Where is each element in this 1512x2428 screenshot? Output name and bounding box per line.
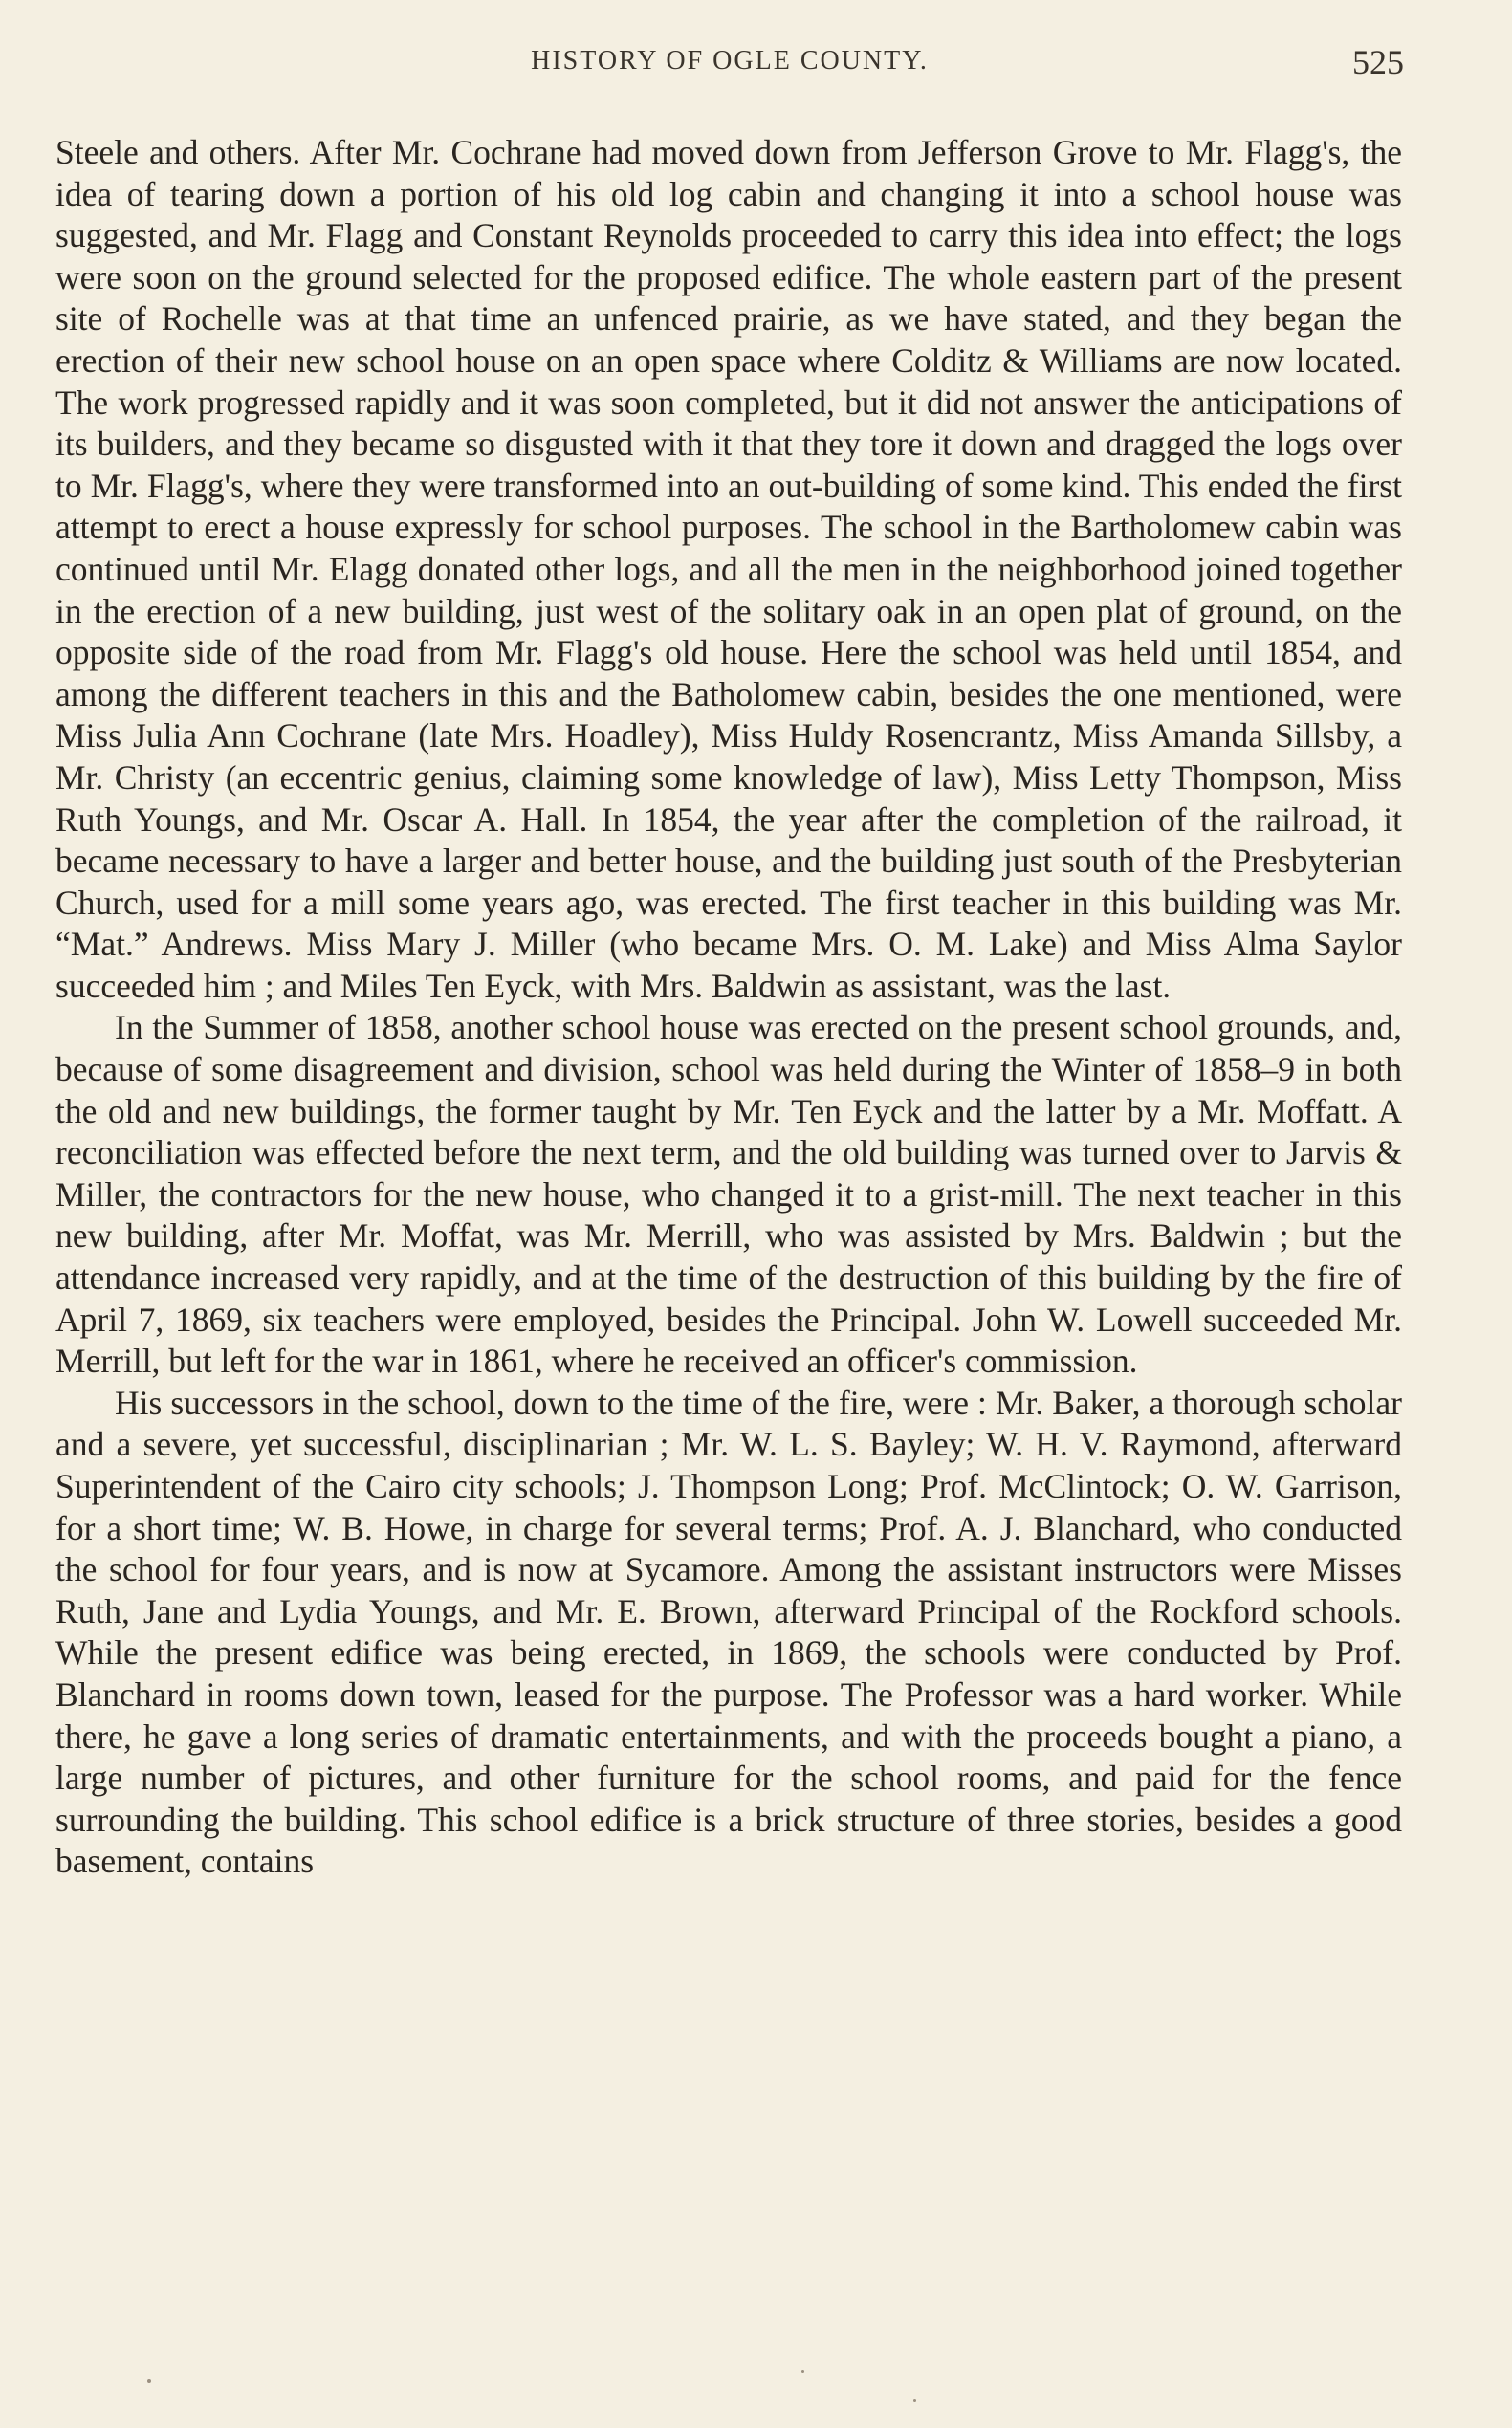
paragraph: His successors in the school, down to the time of the fire, were : Mr. Baker, a thorough scholar and a severe, yet successful, disciplinarian ; Mr. W. L. S. Bayley; W. H. V. Raymond, afterward Superintendent of the Cairo city schools; J. Thompson Long; Prof. McClintock; O. W. Garrison, for a short time; W. B. Howe, in charge for several terms; Prof. A. J. Blanchard, who conducted the school for four years, and is now at Sycamore. Among the assistant instructors were Misses Ruth, Jane and Lydia Youngs, and Mr. E. Brown, afterward Principal of the Rockford schools. While the present edifice was being erected, in 1869, the schools were conducted by Prof. Blanchard in rooms down town, leased for the purpose. The Professor was a hard worker. While there, he gave a long series of dramatic entertainments, and with the proceeds bought a piano, a large number of pictures, and other furniture for the school rooms, and paid for the fence surrounding the building. This school edifice is a brick structure of three stories, besides a good basement, contains (55, 1383, 1402, 1881)
body-text (55, 132, 1402, 1883)
paper-speck (913, 2399, 916, 2402)
page-number: 525 (1352, 43, 1404, 81)
paragraph: In the Summer of 1858, another school house was erected on the present school grounds, and, because of some disagreement and division, school was held during the Winter of 1858–9 in both the old and new buildings, the former taught by Mr. Ten Eyck and the latter by a Mr. Moffatt. A reconciliation was effected before the next term, and the old building was turned over to Jarvis & Miller, the contractors for the new house, who changed it to a grist-mill. The next teacher in this new building, after Mr. Moffat, was Mr. Merrill, who was assisted by Mrs. Baldwin ; but the attendance increased very rapidly, and at the time of the destruction of this building by the fire of April 7, 1869, six teachers were employed, besides the Principal. John W. Lowell succeeded Mr. Merrill, but left for the war in 1861, where he received an officer's commission. (55, 1008, 1402, 1381)
running-title: HISTORY OF OGLE COUNTY. (531, 46, 929, 76)
paper-speck (801, 2370, 804, 2373)
paragraph: Steele and others. After Mr. Cochrane had moved down from Jefferson Grove to Mr. Flagg's, the idea of tearing down a portion of his old log cabin and changing it into a school house was suggested, and Mr. Flagg and Constant Reynolds proceeded to carry this idea into effect; the logs were soon on the ground selected for the proposed edifice. The whole eastern part of the present site of Rochelle was at that time an unfenced prairie, as we have stated, and they began the erection of their new school house on an open space where Colditz & Williams are now located. The work progressed rapidly and it was soon completed, but it did not answer the anticipations of its builders, and they became so disgusted with it that they tore it down and dragged the logs over to Mr. Flagg's, where they were transformed into an out-building of some kind. This ended the first attempt to erect a house expressly for school purposes. The school in the Bartholomew cabin was continued until Mr. Elagg donated other logs, and all the men in the neighborhood joined together in the erection of a new building, just west of the solitary oak in an open plat of ground, on the opposite side of the road from Mr. Flagg's old house. Here the school was held until 1854, and among the different teachers in this and the Batholomew cabin, besides the one mentioned, were Miss Julia Ann Cochrane (late Mrs. Hoadley), Miss Huldy Rosencrantz, Miss Amanda Sillsby, a Mr. Christy (an eccentric genius, claiming some knowledge of law), Miss Letty Thompson, Miss Ruth Youngs, and Mr. Oscar A. Hall. In 1854, the year after the completion of the railroad, it became necessary to have a larger and better house, and the building just south of the Presbyterian Church, used for a mill some years ago, was erected. The first teacher in this building was Mr. “Mat.” Andrews. Miss Mary J. Miller (who became Mrs. O. M. Lake) and Miss Alma Saylor succeeded him ; and Miles Ten Eyck, with Mrs. Baldwin as assistant, was the last. (55, 133, 1402, 1005)
running-head (55, 43, 1404, 84)
paper-speck (147, 2379, 151, 2383)
